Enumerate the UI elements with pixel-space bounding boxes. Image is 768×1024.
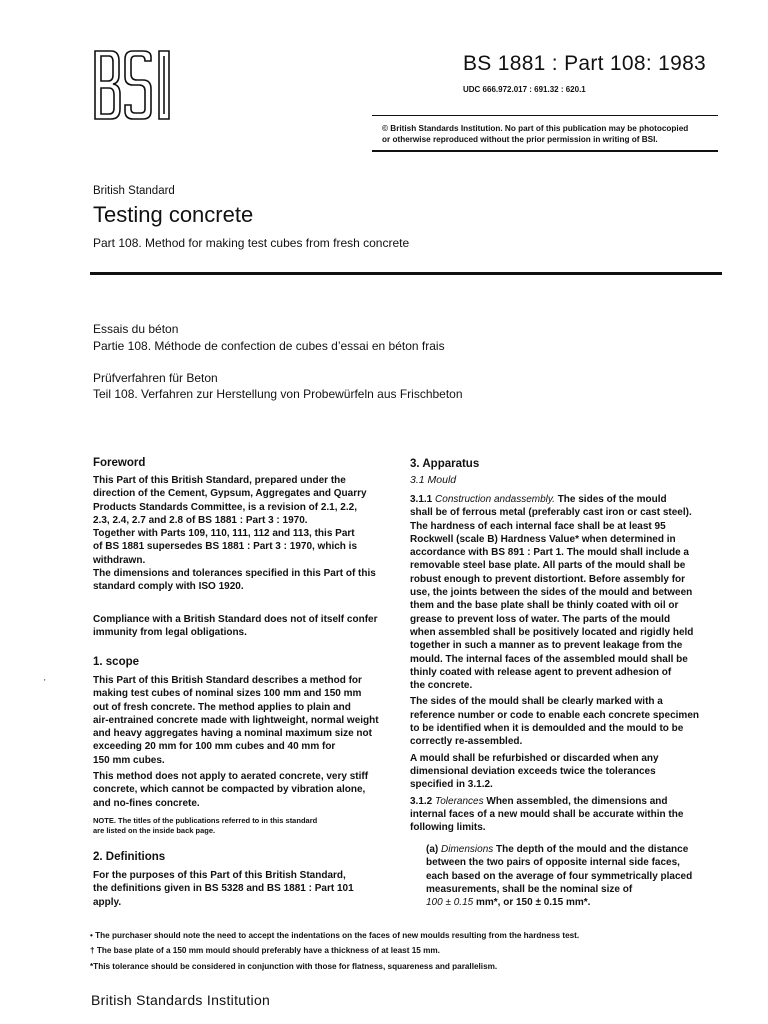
- british-standard-label: British Standard: [93, 185, 175, 197]
- note-line: NOTE. The titles of the publications referred to in this standard: [93, 816, 318, 825]
- foreword-line: This Part of this British Standard, prepared under the: [93, 475, 346, 486]
- scope-line: making test cubes of nominal sizes 100 mm and 150 mm: [93, 688, 362, 700]
- clause-3-1-1-lead: [410, 493, 726, 506]
- clause-title: Construction andassembly.: [435, 494, 555, 505]
- foreword-line: The dimensions and tolerances specified in this Part of this: [93, 568, 376, 580]
- scope-line: This Part of this British Standard describes a method for: [93, 675, 362, 686]
- clause-number: 3.1.2: [410, 795, 433, 807]
- clause-line: following limits.: [410, 822, 486, 834]
- foreword-heading: Foreword: [93, 457, 146, 469]
- item-title: Dimensions: [441, 844, 494, 855]
- compliance-line: immunity from legal obligations.: [93, 627, 247, 639]
- item-text: The depth of the mould and the distance: [496, 844, 689, 855]
- clause-line: the concrete.: [410, 680, 473, 692]
- clause-line: them and the base plate shall be thinly coated with oil or: [410, 600, 679, 612]
- scope-line: 150 mm cubes.: [93, 754, 165, 766]
- mould-heading: 3.1 Mould: [410, 474, 457, 486]
- apparatus-heading: 3. Apparatus: [410, 458, 480, 470]
- scope-line: out of fresh concrete. The method applies to plain and: [93, 701, 351, 713]
- clause-3-1-2-lead: [410, 795, 726, 808]
- clause-text: When assembled, the dimensions and: [486, 795, 668, 807]
- page-subtitle: Part 108. Method for making test cubes from fresh concrete: [93, 236, 410, 250]
- clause-line: to be identified when it is demoulded and the mould to be: [410, 723, 684, 735]
- scope-line: air-entrained concrete made with lightweight, normal weight: [93, 714, 379, 726]
- clause-line: The sides of the mould shall be clearly marked with a: [410, 696, 663, 708]
- item-a-lead: [426, 843, 726, 856]
- clause-line: Rockwell (scale B) Hardness Value* when determined in: [410, 533, 676, 545]
- title-rule: [90, 272, 722, 275]
- foreword-line: direction of the Cement, Gypsum, Aggregates and Quarry: [93, 488, 367, 500]
- standard-number: BS 1881 : Part 108: 1983: [463, 52, 707, 75]
- clause-line: reference number or code to enable each concrete specimen: [410, 709, 699, 721]
- clause-number: 3.1.1: [410, 494, 433, 505]
- clause-line: grease to prevent loss of water. The parts of the mould: [410, 613, 671, 625]
- foreword-line: standard comply with ISO 1920.: [93, 581, 244, 593]
- foreword-body: [93, 474, 399, 594]
- tolerance-value: 100 ± 0.15: [426, 897, 474, 909]
- clause-line: mould. The internal faces of the assembled mould shall be: [410, 653, 688, 665]
- definitions-heading: 2. Definitions: [93, 851, 166, 863]
- bsi-logo: [93, 47, 179, 123]
- section-3-1-1: [410, 493, 726, 834]
- copyright-line: © British Standards Institution. No part of this publication may be photocopied: [382, 124, 689, 133]
- clause-line: thinly coated with release agent to prevent adhesion of: [410, 666, 672, 678]
- header-rule-thin: [372, 115, 718, 116]
- german-title: Prüfverfahren für Beton: [93, 371, 218, 385]
- scope-heading: 1. scope: [93, 656, 140, 668]
- clause-line: together in such a manner as to prevent leakage from the: [410, 640, 683, 652]
- clause-line: dimensional deviation exceeds twice the tolerances: [410, 765, 656, 777]
- scope-line: and no-fines concrete.: [93, 797, 200, 809]
- page-title: Testing concrete: [93, 202, 254, 227]
- margin-mark: ': [44, 678, 46, 687]
- clause-line: when assembled shall be positively located and rigidly held: [410, 626, 694, 638]
- compliance-line: Compliance with a British Standard does not of itself confer: [93, 614, 378, 625]
- french-title: Essais du béton: [93, 322, 179, 336]
- item-line: measurements, shall be the nominal size of: [426, 883, 633, 895]
- foreword-line: withdrawn.: [93, 554, 146, 566]
- footnote: • The purchaser should note the need to accept the indentations on the faces of new moulds resulting from the hardness test.: [90, 931, 580, 940]
- foreword-line: Products Standards Committee, is a revision of 2.1, 2.2,: [93, 501, 357, 513]
- definitions-line: the definitions given in BS 5328 and BS 1881 : Part 101: [93, 883, 354, 895]
- item-label: (a): [426, 844, 439, 855]
- clause-line: A mould shall be refurbished or discarded when any: [410, 752, 659, 764]
- clause-line: robust enough to prevent distortiont. Before assembly for: [410, 573, 686, 585]
- udc-number: UDC 666.972.017 : 691.32 : 620.1: [463, 85, 586, 94]
- clause-line: The hardness of each internal face shall be at least 95: [410, 520, 666, 532]
- copyright-notice: [382, 123, 722, 145]
- german-subtitle: Teil 108. Verfahren zur Herstellung von Probewürfeln aus Frischbeton: [93, 387, 463, 401]
- scope-line: This method does not apply to aerated concrete, very stiff: [93, 771, 369, 783]
- foreword-line: Together with Parts 109, 110, 111, 112 and 113, this Part: [93, 528, 355, 540]
- clause-line: internal faces of a new mould shall be accurate within the: [410, 808, 684, 820]
- scope-line: and heavy aggregates having a nominal maximum size not: [93, 728, 372, 740]
- definitions-line: For the purposes of this Part of this British Standard,: [93, 870, 346, 881]
- definitions-line: apply.: [93, 896, 122, 908]
- header-rule: [372, 150, 718, 152]
- footnote: † The base plate of a 150 mm mould should preferably have a thickness of at least 15 mm.: [90, 946, 440, 955]
- french-subtitle: Partie 108. Méthode de confection de cubes d’essai en béton frais: [93, 339, 445, 353]
- clause-line: use, the joints between the sides of the mould and between: [410, 587, 693, 599]
- definitions-body: [93, 869, 399, 909]
- scope-body: [93, 674, 399, 810]
- clause-line: accordance with BS 891 : Part 1. The mould shall include a: [410, 547, 689, 559]
- tolerance-rest: mm*, or 150 ± 0.15 mm*.: [473, 897, 591, 909]
- clause-line: removable steel base plate. All parts of the mould shall be: [410, 560, 686, 572]
- foreword-line: of BS 1881 supersedes BS 1881 : Part 3 : 1970, which is: [93, 541, 358, 553]
- clause-title: Tolerances: [435, 795, 484, 807]
- item-line: between the two pairs of opposite internal side faces,: [426, 857, 680, 869]
- scope-line: concrete, which cannot be compacted by vibration alone,: [93, 784, 366, 796]
- item-a: [426, 843, 726, 909]
- clause-line: specified in 3.1.2.: [410, 779, 493, 791]
- scope-line: exceeding 20 mm for 100 mm cubes and 40 mm for: [93, 741, 336, 753]
- note-line: are listed on the inside back page.: [93, 826, 216, 835]
- footnote: *This tolerance should be considered in conjunction with those for flatness, squareness and parallelism.: [90, 962, 498, 971]
- item-line-last: [426, 896, 726, 909]
- item-line: each based on the average of four symmetrically placed: [426, 870, 693, 882]
- clause-line: shall be of ferrous metal (preferably cast iron or cast steel).: [410, 507, 692, 519]
- copyright-line: or otherwise reproduced without the prior permission in writing of BSI.: [382, 135, 658, 144]
- clause-text: The sides of the mould: [557, 494, 667, 505]
- publisher-footer: British Standards Institution: [91, 992, 271, 1008]
- compliance-statement: [93, 613, 399, 640]
- clause-line: correctly re-assembled.: [410, 736, 523, 748]
- foreword-line: 2.3, 2.4, 2.7 and 2.8 of BS 1881 : Part 3 : 1970.: [93, 514, 308, 526]
- scope-note: [93, 816, 399, 836]
